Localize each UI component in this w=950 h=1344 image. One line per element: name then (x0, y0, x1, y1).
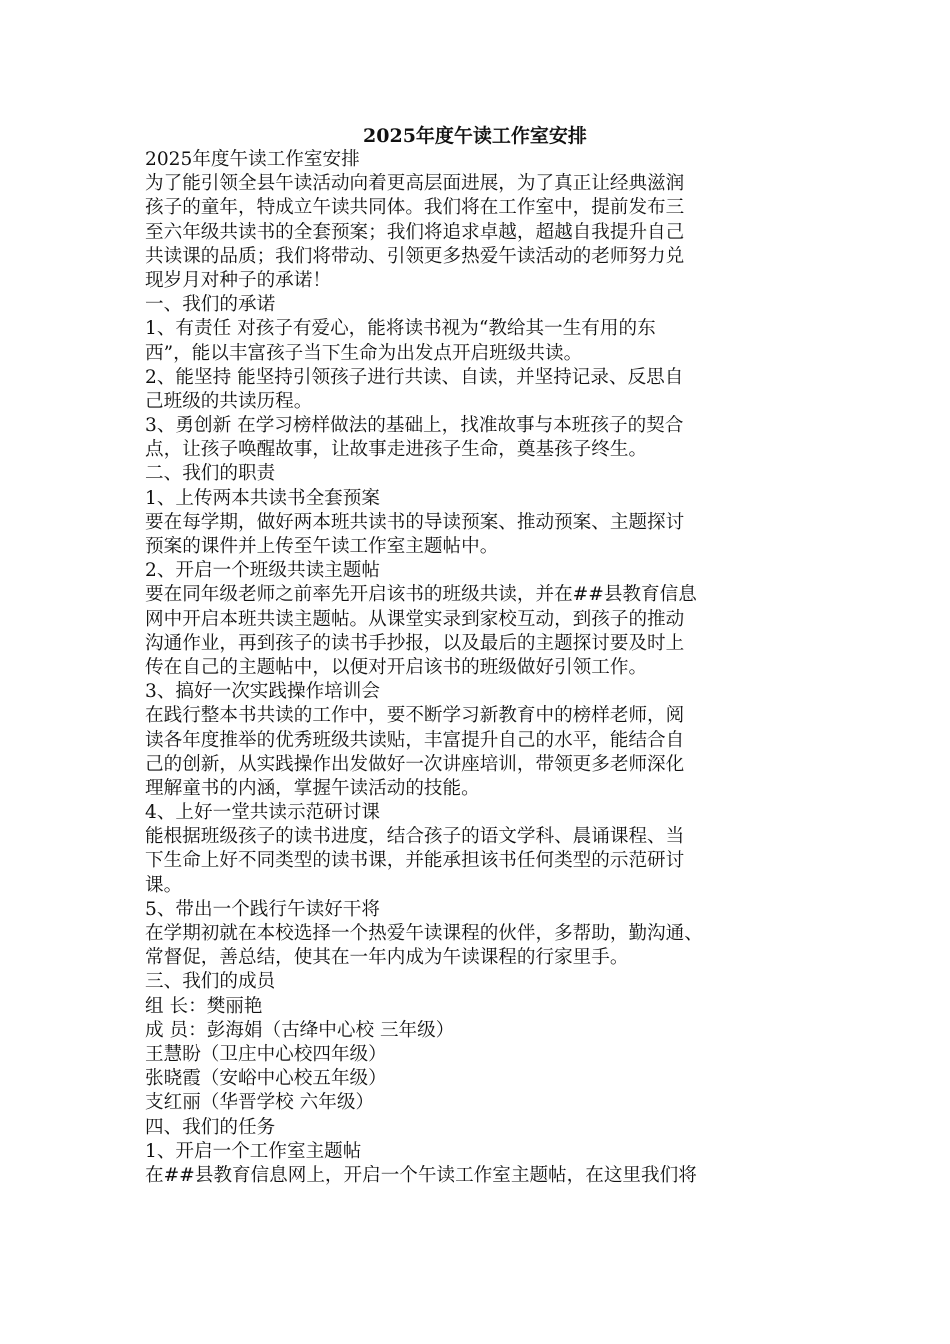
text-line: 三、我们的成员 (145, 971, 276, 993)
text-line: 5、带出一个践行午读好干将 (145, 898, 380, 920)
text-line: 预案的课件并上传至午读工作室主题帖中。 (145, 536, 499, 557)
text-line: 常督促，善总结，使其在一年内成为午读课程的行家里手。 (145, 947, 629, 969)
text-line: 1、开启一个工作室主题帖 (145, 1140, 362, 1162)
text-line: 1、上传两本共读书全套预案 (145, 487, 380, 509)
text-line: 王慧盼（卫庄中心校四年级） (145, 1043, 387, 1065)
text-line: 点，让孩子唤醒故事，让故事走进孩子生命，奠基孩子终生。 (145, 439, 648, 461)
text-line: 课。 (145, 874, 183, 896)
text-line: 4、上好一堂共读示范研讨课 (145, 802, 380, 824)
text-line: 张晓霞（安峪中心校五年级） (145, 1068, 387, 1090)
text-line: 网中开启本班共读主题帖。从课堂实录到家校互动，到孩子的推动 (145, 608, 685, 630)
text-line: 2、能坚持 能坚持引领孩子进行共读、自读，并坚持记录、反思自 (145, 366, 684, 388)
text-line: 四、我们的任务 (145, 1116, 276, 1138)
text-line: 要在每学期，做好两本班共读书的导读预案、推动预案、主题探讨 (145, 511, 685, 533)
text-line: 在践行整本书共读的工作中，要不断学习新教育中的榜样老师，阅 (145, 705, 685, 727)
text-line: 能根据班级孩子的读书进度，结合孩子的语文学科、晨诵课程、当 (145, 826, 685, 848)
text-line: 二、我们的职责 (145, 463, 276, 485)
text-line: 在学期初就在本校选择一个热爱午读课程的伙伴，多帮助，勤沟通、 (145, 923, 703, 944)
text-line: 沟通作业，再到孩子的读书手抄报，以及最后的主题探讨要及时上 (145, 632, 685, 654)
text-line: 要在同年级老师之前率先开启该书的班级共读，并在##县教育信息 (145, 584, 697, 606)
text-line: 西”，能以丰富孩子当下生命为出发点开启班级共读。 (145, 342, 583, 364)
text-line: 己班级的共读历程。 (145, 390, 313, 412)
text-line: 孩子的童年，特成立午读共同体。我们将在工作室中，提前发布三 (145, 197, 685, 219)
text-line: 理解童书的内涵，掌握午读活动的技能。 (145, 777, 480, 799)
text-line: 支红丽（华晋学校 六年级） (145, 1092, 375, 1114)
document-title: 2025年度午读工作室安排 (363, 125, 587, 147)
text-line: 2、开启一个班级共读主题帖 (145, 560, 380, 582)
text-line: 传在自己的主题帖中，以便对开启该书的班级做好引领工作。 (145, 656, 648, 678)
text-line: 成 员：彭海娟（古绛中心校 三年级） (145, 1019, 455, 1041)
text-line: 组 长：樊丽艳 (145, 995, 263, 1017)
text-line: 共读课的品质；我们将带动、引领更多热爱午读活动的老师努力兑 (145, 245, 685, 267)
text-line: 己的创新，从实践操作出发做好一次讲座培训，带领更多老师深化 (145, 753, 685, 775)
text-line: 1、有责任 对孩子有爱心，能将读书视为“教给其一生有用的东 (145, 318, 656, 340)
text-line: 一、我们的承诺 (145, 294, 276, 316)
text-line: 至六年级共读书的全套预案；我们将追求卓越，超越自我提升自己 (145, 221, 685, 243)
text-line: 2025年度午读工作室安排 (145, 149, 360, 170)
text-line: 为了能引领全县午读活动向着更高层面进展，为了真正让经典滋润 (145, 173, 685, 195)
text-line: 下生命上好不同类型的读书课，并能承担该书任何类型的示范研讨 (145, 850, 685, 872)
document-body (145, 148, 810, 1188)
text-line: 3、搞好一次实践操作培训会 (145, 681, 380, 703)
text-line: 现岁月对种子的承诺！ (145, 269, 331, 291)
text-line: 在##县教育信息网上，开启一个午读工作室主题帖，在这里我们将 (145, 1164, 697, 1186)
text-line: 读各年度推举的优秀班级共读贴，丰富提升自己的水平，能结合自 (145, 729, 685, 751)
text-line: 3、勇创新 在学习榜样做法的基础上，找准故事与本班孩子的契合 (145, 415, 684, 437)
